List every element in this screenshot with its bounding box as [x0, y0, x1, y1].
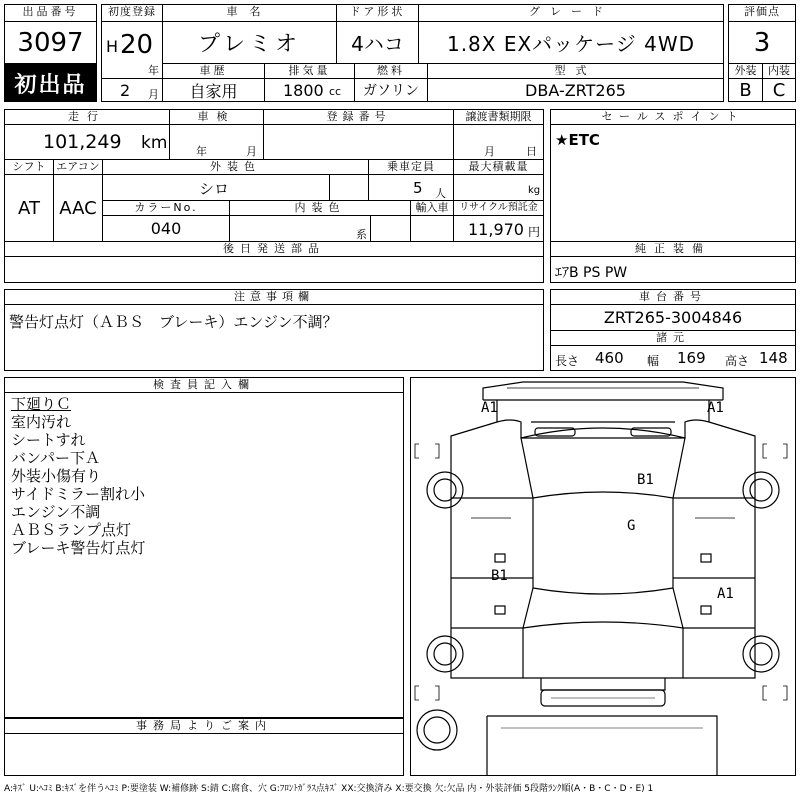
car-diagram — [411, 378, 795, 775]
notes-cell — [4, 304, 544, 371]
color-no: 040 — [102, 215, 230, 242]
car-name: プレミオ — [162, 21, 337, 64]
int-color-label: 内装色 — [229, 200, 411, 216]
car-diagram-frame — [410, 377, 796, 776]
transfer-month-unit: 月 — [484, 145, 495, 158]
mileage: 101,249 — [43, 131, 122, 153]
color-divider — [329, 175, 330, 200]
office-label: 事務局よりご案内 — [4, 718, 404, 734]
score: 3 — [728, 21, 796, 64]
history: 自家用 — [162, 78, 265, 102]
recycle-label: リサイクル預託金 — [453, 200, 544, 216]
load-label: 最大積載量 — [453, 159, 544, 175]
color-label: 外装色 — [102, 159, 369, 175]
dims-cell — [550, 345, 796, 371]
notes-label: 注意事項欄 — [4, 289, 544, 305]
damage-mark-b1-mid: B1 — [491, 568, 508, 584]
sales-point-cell — [550, 124, 796, 242]
equip-cell — [550, 256, 796, 283]
parts-label: 後日発送部品 — [4, 241, 544, 257]
grade-label: グレード — [418, 4, 724, 22]
inspector-item: 室内汚れ — [11, 413, 72, 431]
chassis-label: 車台番号 — [550, 289, 796, 305]
displacement-cell — [264, 78, 355, 102]
inspector-label: 検査員記入欄 — [4, 377, 404, 393]
fuel-label: 燃料 — [354, 63, 428, 79]
inspector-item: ブレーキ警告灯点灯 — [11, 539, 146, 557]
sales-point-label: セールスポイント — [550, 109, 796, 125]
inspection-year-unit: 年 — [196, 145, 207, 158]
length-label: 長さ — [555, 354, 580, 368]
transfer-day-unit: 日 — [526, 145, 537, 158]
model-label: 型式 — [427, 63, 724, 79]
fuel: ガソリン — [354, 78, 428, 102]
width: 169 — [677, 349, 706, 367]
reg-month: 2 — [120, 81, 131, 100]
reg-year-unit: 年 — [148, 64, 159, 77]
load-unit: kg — [528, 185, 541, 196]
recycle-cell — [453, 215, 544, 242]
notes: 警告灯点灯（ＡＢＳ ブレーキ）エンジン不調？ — [9, 313, 338, 331]
capacity-unit: 人 — [435, 187, 446, 200]
int-grade-label: 内装 — [762, 63, 796, 79]
mileage-label: 走行 — [4, 109, 170, 125]
parts-cell — [4, 256, 544, 283]
reg-year: 20 — [120, 30, 154, 60]
load-cell — [453, 174, 544, 201]
shift-label: シフト — [4, 159, 54, 175]
plate-label: 登録番号 — [263, 109, 454, 125]
recycle-unit: 円 — [528, 225, 541, 239]
color: シロ — [199, 180, 230, 198]
inspection-label: 車検 — [169, 109, 264, 125]
inspector-item: 下廻りＣ — [11, 395, 72, 413]
history-label: 車歴 — [162, 63, 265, 79]
car-name-label: 車名 — [162, 4, 337, 22]
inspector-cell — [4, 392, 404, 718]
grade: 1.8X EXパッケージ 4WD — [418, 21, 724, 64]
era: H — [106, 37, 119, 56]
int-color-divider — [370, 216, 371, 241]
inspector-item: サイドミラー割れ小 — [11, 485, 145, 503]
sales-point: ★ETC — [555, 131, 600, 149]
score-label: 評価点 — [728, 4, 796, 22]
equip-label: 純正装備 — [550, 241, 796, 257]
height-label: 高さ — [725, 354, 750, 368]
lot-no: 3097 — [4, 21, 97, 64]
inspector-item: 外装小傷有り — [11, 467, 102, 485]
capacity: 5 — [413, 179, 423, 197]
color-no-label: カラーNo. — [102, 200, 230, 216]
first-listing-badge: 初出品 — [4, 64, 97, 102]
inspector-item: バンパー下Ａ — [11, 449, 100, 467]
model: DBA-ZRT265 — [427, 78, 724, 102]
reg-month-unit: 月 — [148, 88, 159, 101]
inspector-item: シートすれ — [11, 431, 86, 449]
color-cell — [102, 174, 369, 201]
int-color-unit: 系 — [356, 228, 367, 241]
import-label: 輸入車 — [410, 200, 454, 216]
inspector-item: エンジン不調 — [11, 503, 101, 521]
office-cell — [4, 733, 404, 776]
equip: ｴｱB PS PW — [555, 265, 628, 281]
damage-mark-a1-left: A1 — [481, 400, 498, 416]
shift: AT — [4, 174, 54, 242]
door-type: 4ハコ — [336, 21, 419, 64]
displacement-label: 排気量 — [264, 63, 355, 79]
damage-mark-b1-top: B1 — [637, 472, 654, 488]
mileage-unit: km — [141, 133, 168, 153]
transfer-label: 譲渡書類期限 — [453, 109, 544, 125]
inspector-item: ＡＢＳランプ点灯 — [11, 521, 132, 539]
door-label: ドア形状 — [336, 4, 419, 22]
height: 148 — [759, 349, 788, 367]
dims-label: 諸元 — [550, 330, 796, 346]
int-color-cell — [229, 215, 411, 242]
mileage-cell — [4, 124, 170, 160]
legend: A:ｷｽﾞ U:ﾍｺﾐ B:ｷｽﾞを伴うﾍｺﾐ P:要塗装 W:補修跡 S:錆 C:腐食、穴 G:ﾌﾛﾝﾄｶﾞﾗｽ点ｷｽﾞ XX:交換済み X:要交換 欠:欠品 内・外装評価 5段階ﾗﾝｸ順(A・B・C・D・E) 1 — [4, 784, 654, 794]
inspection-cell — [169, 124, 264, 160]
ac: AAC — [53, 174, 103, 242]
recycle: 11,970 — [468, 220, 524, 239]
first-reg-month-cell — [101, 78, 163, 102]
int-grade: C — [762, 78, 796, 102]
first-reg-label: 初度登録 — [101, 4, 163, 22]
damage-mark-a1-side: A1 — [717, 586, 734, 602]
damage-mark-g: G — [627, 518, 636, 534]
plate-cell — [263, 124, 454, 160]
length: 460 — [595, 349, 624, 367]
capacity-label: 乗車定員 — [368, 159, 454, 175]
capacity-cell — [368, 174, 454, 201]
ac-label: エアコン — [53, 159, 103, 175]
lot-no-label: 出品番号 — [4, 4, 97, 22]
chassis: ZRT265-3004846 — [550, 304, 796, 331]
displacement: 1800 — [283, 81, 324, 100]
ext-grade-label: 外装 — [728, 63, 763, 79]
import-cell — [410, 215, 454, 242]
damage-mark-a1-right: A1 — [707, 400, 724, 416]
first-reg-year-cell — [101, 21, 163, 79]
inspection-month-unit: 月 — [246, 145, 257, 158]
ext-grade: B — [728, 78, 763, 102]
transfer-cell — [453, 124, 544, 160]
displacement-unit: cc — [329, 85, 342, 98]
width-label: 幅 — [647, 354, 660, 368]
